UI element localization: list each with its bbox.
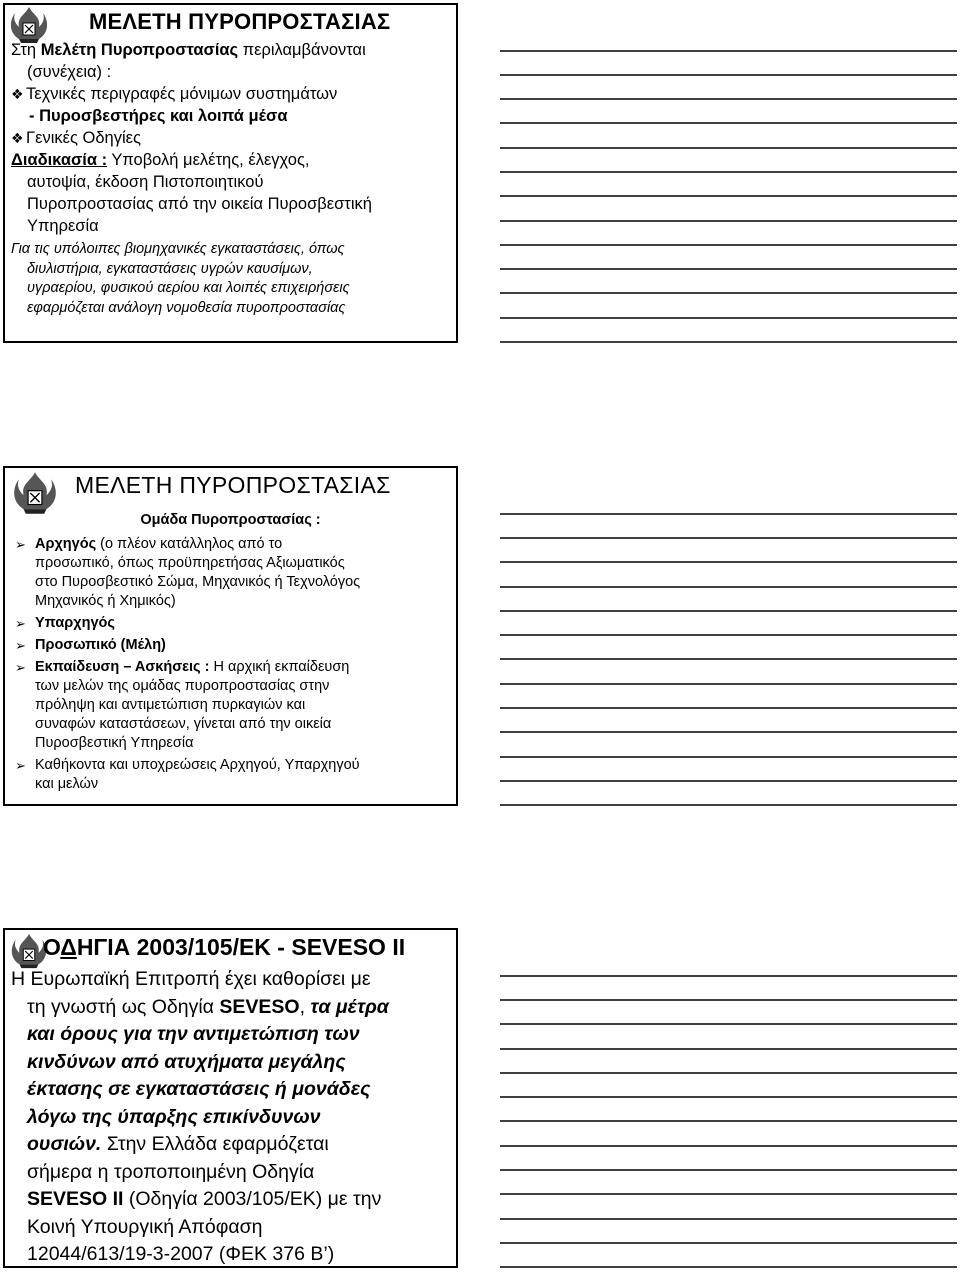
notes-group-2 [500,514,957,805]
text-line: σήμερα η τροποποιημένη Οδηγία [27,1160,315,1183]
list-item: ➢ Αρχηγός (ο πλέον κατάλληλος από το προσωπικό, όπως προϋπηρετήσας Αξιωματικός στο Πυροσβεστικό Σώμα, Μηχανικός ή Τεχνολόγος Μηχανικός ή Χημικός) [15,536,361,609]
text-line: κινδύνων από ατυχήματα μεγάλης [27,1050,346,1073]
notes-group-3 [500,976,957,1267]
list-item: ➢ Εκπαίδευση – Ασκήσεις : Η αρχική εκπαίδευση των μελών της ομάδας πυροπροστασίας στην πρόληψη και αντιμετώπιση πυρκαγιών και συναφών καταστάσεων, γίνεται από την οικεία Πυροσβεστική Υπηρεσία [15,659,350,751]
text-line: και όρους για την αντιμετώπιση των [27,1023,360,1045]
slide-2-title: ΜΕΛΕΤΗ ΠΥΡΟΠΡΟΣΤΑΣΙΑΣ [75,472,391,498]
italic-line: διυλιστήρια, εγκαταστάσεις υγρών καυσίμων, [27,260,313,277]
arrow-bullet-icon: ➢ [15,638,26,653]
italic-line: Για τις υπόλοιπες βιομηχανικές εγκαταστάσεις, όπως [11,241,345,257]
arrow-bullet-icon: ➢ [15,758,26,773]
list-item: ➢ Προσωπικό (Μέλη) [15,637,166,653]
slide-3 [3,928,458,1268]
text-line: SEVESO II (Οδηγία 2003/105/ΕΚ) με την [27,1188,382,1210]
slide-2-subtitle: Ομάδα Πυροπροστασίας : [140,512,321,528]
italic-line: υγραερίου, φυσικού αερίου και λοιπές επιχειρήσεις [27,280,350,296]
text-line: Η Ευρωπαϊκή Επιτροπή έχει καθορίσει με [11,968,371,990]
text-line: Υπηρεσία [27,217,99,235]
slide-3-body [11,966,456,1269]
slide-2 [3,466,458,806]
sub-item: - Πυροσβεστήρες και λοιπά μέσα [29,107,288,125]
notes-group-1 [500,51,957,342]
text-line: αυτοψία, έκδοση Πιστοποιητικού [27,173,264,191]
fire-service-emblem-icon [7,470,63,516]
text-line: τη γνωστή ως Οδηγία SEVESO, τα μέτρα [27,995,389,1018]
slide-3-title: ΟΔΗΓΙΑ 2003/105/ΕΚ - SEVESO II [43,934,406,960]
arrow-bullet-icon: ➢ [15,616,26,631]
italic-line: εφαρμόζεται ανάλογη νομοθεσία πυροπροστασίας [27,299,346,316]
slide-2-body [13,532,453,794]
text-line: (συνέχεια) : [27,63,112,81]
diamond-bullet-icon: ❖ [11,130,24,146]
bullet-item: ❖ Γενικές Οδηγίες [11,129,141,147]
list-item: ➢ Καθήκοντα και υποχρεώσεις Αρχηγού, Υπαρχηγού και μελών [15,757,360,792]
text-line: ουσιών. Στην Ελλάδα εφαρμόζεται [27,1133,329,1155]
slide-1-body [11,39,456,318]
bullet-item: ❖ Τεχνικές περιγραφές μόνιμων συστημάτων [11,85,338,103]
arrow-bullet-icon: ➢ [15,537,26,552]
diamond-bullet-icon: ❖ [11,86,24,102]
text-line: Πυροπροστασίας από την οικεία Πυροσβεστική [27,195,372,213]
procedure-line: Διαδικασία : Υποβολή μελέτης, έλεγχος, [11,151,310,169]
text-line: Κοινή Υπουργική Απόφαση [27,1215,263,1238]
arrow-bullet-icon: ➢ [15,660,26,675]
slide-1-title: ΜΕΛΕΤΗ ΠΥΡΟΠΡΟΣΤΑΣΙΑΣ [89,9,391,34]
text-line: έκτασης σε εγκαταστάσεις ή μονάδες [27,1078,371,1100]
text-line: λόγω της ύπαρξης επικίνδυνων [27,1105,321,1128]
slide-1 [3,3,458,343]
text-line: 12044/613/19-3-2007 (ΦΕΚ 376 Β’) [27,1243,335,1265]
list-item: ➢ Υπαρχηγός [15,615,115,631]
text-line: Στη Μελέτη Πυροπροστασίας περιλαμβάνονται [11,41,366,59]
